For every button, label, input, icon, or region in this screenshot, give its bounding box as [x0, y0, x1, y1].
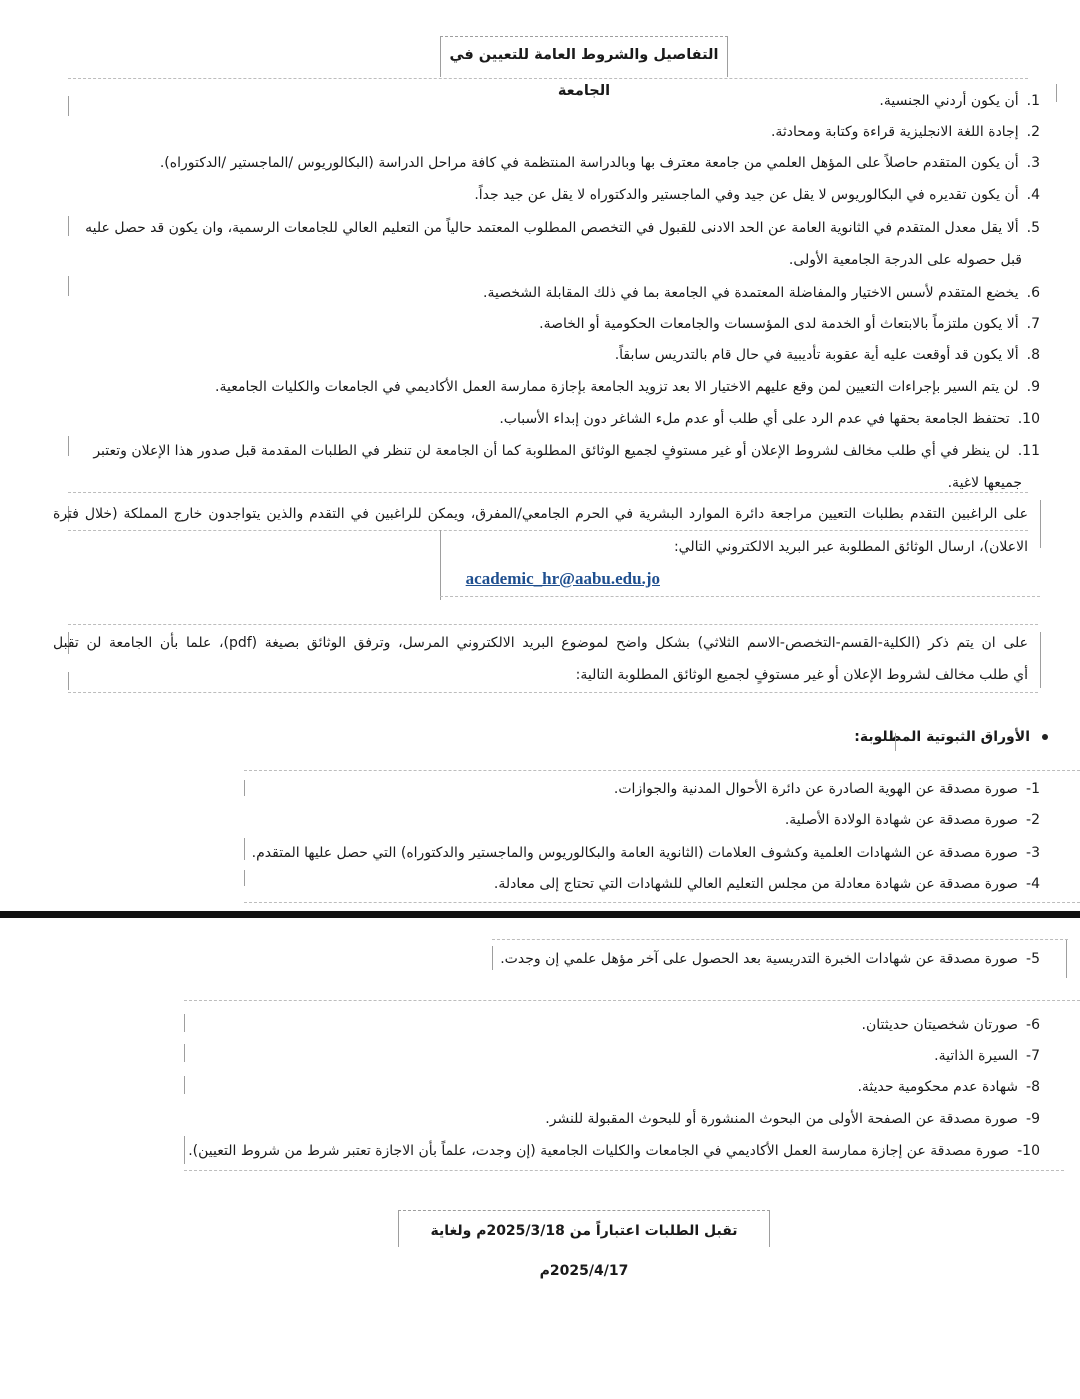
box-edge — [68, 96, 69, 116]
document-item: 4-صورة مصدقة عن شهادة معادلة من مجلس التعليم العالي للشهادات التي تحتاج إلى معادلة. — [493, 876, 1040, 892]
page-title: التفاصيل والشروط العامة للتعيين في الجامعة — [440, 36, 728, 77]
condition-item: 7.ألا يكون ملتزماً بالابتعاث أو الخدمة لدى المؤسسات والجامعات الحكومية أو الخاصة. — [539, 316, 1040, 332]
bullet-icon — [1042, 734, 1048, 740]
condition-item: 1.أن يكون أردني الجنسية. — [879, 93, 1040, 109]
box-edge — [895, 733, 896, 751]
documents-box-bottom — [244, 902, 1080, 903]
condition-item: 10.تحتفظ الجامعة بحقها في عدم الرد على أي طلب أو عدم ملء الشاغر دون إبداء الأسباب. — [499, 411, 1040, 427]
document-item: 7-السيرة الذاتية. — [934, 1048, 1040, 1064]
note-box-bottom — [68, 692, 1038, 693]
submission-note: على ان يتم ذكر (الكلية-القسم-التخصص-الاسم الثلاثي) بشكل واضح لموضوع البريد الالكتروني المرسل، وترفق الوثائق بصيغة (pdf)، علما بأن الجامعة لن تقبل — [53, 635, 1028, 651]
document-item: 9-صورة مصدقة عن الصفحة الأولى من البحوث المنشورة أو للبحوث المقبولة للنشر. — [545, 1111, 1040, 1127]
box-edge — [244, 838, 245, 860]
condition-item: 8.ألا يكون قد أوقعت عليه أية عقوبة تأديبية في حال قام بالتدريس سابقاً. — [614, 347, 1040, 363]
box-edge — [1040, 500, 1041, 548]
condition-item: 5.ألا يقل معدل المتقدم في الثانوية العامة عن الحد الادنى للقبول في التخصص المطلوب المعتمد حالياً من التعليم العالي للجامعات الرسمية، وان يكون قد حصل عليه — [85, 220, 1040, 236]
submission-note-continued: أي طلب مخالف لشروط الإعلان أو غير مستوفٍ لجميع الوثائق المطلوبة التالية: — [575, 667, 1028, 683]
condition-item: 6.يخضع المتقدم لأسس الاختيار والمفاضلة المعتمدة في الجامعة بما في ذلك المقابلة الشخصية. — [483, 285, 1040, 301]
box-edge — [184, 1014, 185, 1032]
documents-box-bottom — [184, 1170, 1064, 1171]
box-edge — [68, 276, 69, 296]
condition-item: 9.لن يتم السير بإجراءات التعيين لمن وقع عليهم الاختيار الا بعد تزويد الجامعة بإجازة ممارسة العمل الأكاديمي في الجامعات والكليات الجامعية. — [215, 379, 1040, 395]
document-item: 6-صورتان شخصيتان حديثتان. — [861, 1017, 1040, 1033]
box-edge — [68, 436, 69, 456]
box-edge — [244, 780, 245, 796]
document-item: 3-صورة مصدقة عن الشهادات العلمية وكشوف العلامات (الثانوية العامة والبكالوريوس والماجستير والدكتوراه) التي حصل عليها المتقدم. — [251, 845, 1040, 861]
documents-box-top — [244, 770, 1080, 771]
conditions-box-top — [68, 78, 1028, 79]
documents-box-top — [184, 1000, 1080, 1001]
box-edge — [1056, 84, 1057, 102]
box-edge — [184, 1136, 185, 1164]
condition-item-continued: قبل حصوله على الدرجة الجامعية الأولى. — [788, 252, 1022, 268]
document-item: 5-صورة مصدقة عن شهادات الخبرة التدريسية بعد الحصول على آخر مؤهل علمي إن وجدت. — [500, 951, 1040, 967]
condition-item-continued: جميعها لاغية. — [947, 475, 1022, 491]
box-edge — [1040, 632, 1041, 688]
documents-box-top — [492, 939, 1068, 940]
email-link[interactable]: academic_hr@aabu.edu.jo — [465, 569, 660, 588]
document-item: 10-صورة مصدقة عن إجازة ممارسة العمل الأكاديمي في الجامعات والكليات الجامعية (إن وجدت، علماً بأن الاجازة تعتبر شرط من شروط التعيين). — [188, 1143, 1040, 1159]
note-box-top — [68, 624, 1038, 625]
document-item: 1-صورة مصدقة عن الهوية الصادرة عن دائرة الأحوال المدنية والجوازات. — [613, 781, 1040, 797]
condition-item: 2.إجادة اللغة الانجليزية قراءة وكتابة ومحادثة. — [770, 124, 1040, 140]
apply-box-bottom — [440, 596, 1040, 597]
condition-item: 11.لن ينظر في أي طلب مخالف لشروط الإعلان أو غير مستوفٍ لجميع الوثائق المطلوبة كما أن الجامعة لن تنظر في الطلبات المقدمة قبل صدور هذا الإعلان وتعتبر — [93, 443, 1040, 459]
apply-box-top — [68, 492, 1028, 493]
condition-item: 3.أن يكون المتقدم حاصلاً على المؤهل العلمي من جامعة معترف بها وبالدراسة المنتظمة في كافة مراحل الدراسة (البكالوريوس /الماجستير /الدكتوراه). — [159, 155, 1040, 171]
apply-box-divider — [68, 530, 1028, 531]
box-edge — [1066, 940, 1067, 978]
box-edge — [68, 216, 69, 236]
box-edge — [184, 1044, 185, 1062]
condition-item: 4.أن يكون تقديره في البكالوريوس لا يقل عن جيد وفي الماجستير والدكتوراه لا يقل عن جيد جداً. — [474, 187, 1040, 203]
box-edge — [492, 946, 493, 970]
document-item: 8-شهادة عدم محكومية حديثة. — [857, 1079, 1040, 1095]
page-separator — [0, 911, 1080, 918]
box-edge — [184, 1076, 185, 1094]
apply-instructions-continued: الاعلان)، ارسال الوثائق المطلوبة عبر البريد الالكتروني التالي: — [673, 539, 1028, 555]
box-edge — [244, 870, 245, 886]
apply-instructions: على الراغبين التقدم بطلبات التعيين مراجعة دائرة الموارد البشرية في الحرم الجامعي/المفرق، ويمكن للراغبين في التقدم والذين يتواجدون خارج المملكة (خلال فترة — [53, 506, 1028, 522]
application-deadline: تقبل الطلبات اعتباراً من 2025/3/18م ولغاية 2025/4/17م — [398, 1210, 770, 1247]
document-item: 2-صورة مصدقة عن شهادة الولادة الأصلية. — [784, 812, 1040, 828]
documents-heading: الأوراق الثبوتية المطلوبة: — [854, 729, 1048, 745]
